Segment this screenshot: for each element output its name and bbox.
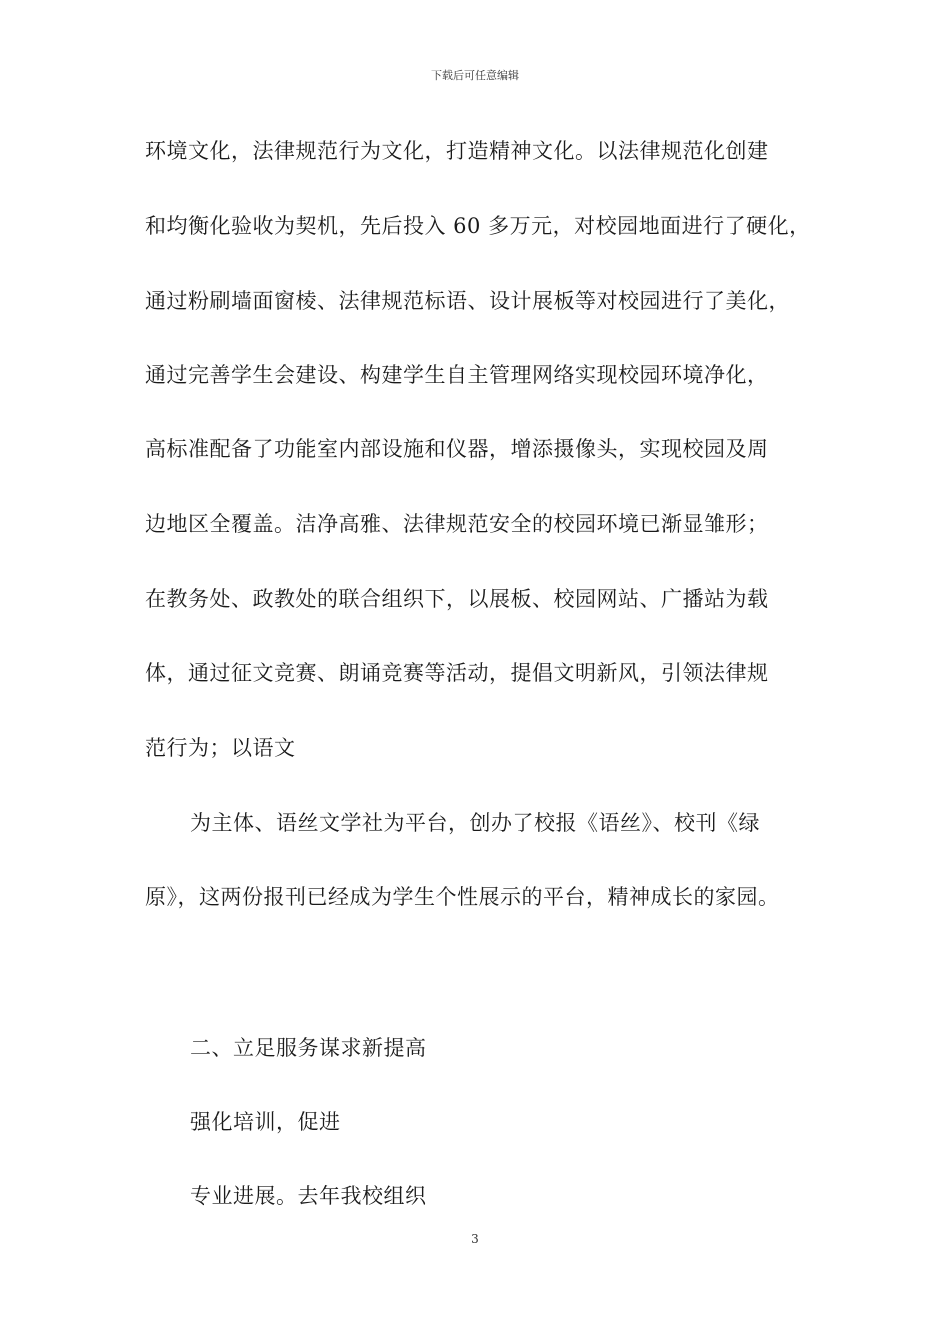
paragraph-line: 范行为；以语文 — [145, 736, 296, 760]
section-heading: 二、立足服务谋求新提高 — [190, 1036, 427, 1060]
paragraph-line: 环境文化，法律规范行为文化，打造精神文化。以法律规范化创建 — [145, 139, 769, 163]
paragraph-line: 通过粉刷墙面窗棱、法律规范标语、设计展板等对校园进行了美化， — [145, 289, 790, 313]
paragraph-line: 强化培训，促进 — [190, 1110, 341, 1134]
paragraph-line: 边地区全覆盖。洁净高雅、法律规范安全的校园环境已渐显雏形； — [145, 512, 769, 536]
page-header: 下载后可任意编辑 — [431, 69, 519, 82]
paragraph-line: 体，通过征文竞赛、朗诵竞赛等活动，提倡文明新风，引领法律规 — [145, 661, 769, 685]
paragraph-line: 在教务处、政教处的联合组织下，以展板、校园网站、广播站为载 — [145, 587, 769, 611]
paragraph-line: 高标准配备了功能室内部设施和仪器，增添摄像头，实现校园及周 — [145, 437, 769, 461]
paragraph-line: 和均衡化验收为契机，先后投入 60 多万元，对校园地面进行了硬化， — [145, 214, 811, 238]
page-number: 3 — [471, 1232, 479, 1246]
paragraph-line: 通过完善学生会建设、构建学生自主管理网络实现校园环境净化， — [145, 363, 769, 387]
paragraph-line: 为主体、语丝文学社为平台，创办了校报《语丝》、校刊《绿 — [190, 811, 760, 835]
paragraph-line: 专业进展。去年我校组织 — [190, 1184, 427, 1208]
paragraph-line: 原》，这两份报刊已经成为学生个性展示的平台，精神成长的家园。 — [145, 885, 780, 909]
